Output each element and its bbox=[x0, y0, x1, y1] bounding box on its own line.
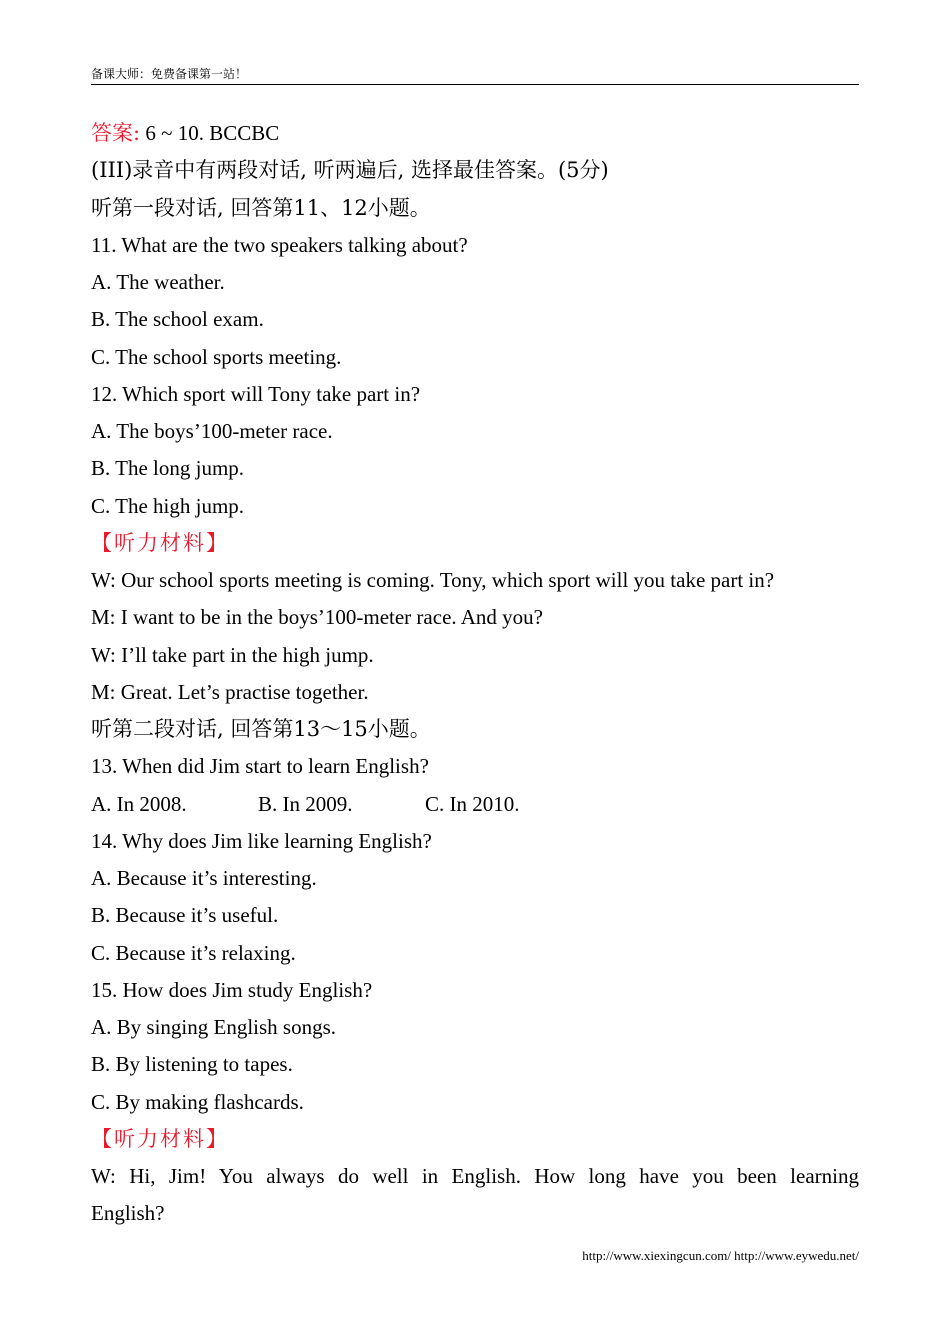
question-15-option-a: A. By singing English songs. bbox=[91, 1015, 337, 1039]
question-14-option-a: A. Because it’s interesting. bbox=[91, 866, 317, 890]
question-15-option-b: B. By listening to tapes. bbox=[91, 1052, 293, 1077]
question-14-option-c: C. Because it’s relaxing. bbox=[91, 940, 296, 965]
question-13-option-a: A. In 2008. bbox=[91, 791, 187, 816]
transcript2-line1: W: Hi, Jim! You always do well in English. How long have you been learning bbox=[91, 1164, 859, 1188]
question-11-option-a: A. The weather. bbox=[91, 270, 225, 294]
question-15-option-c: C. By making flashcards. bbox=[91, 1089, 304, 1114]
answer-line bbox=[91, 115, 859, 152]
material-label-2: 【听力材料】 bbox=[91, 1126, 229, 1151]
answer-label: 答案: bbox=[91, 121, 141, 145]
question-13-options bbox=[91, 786, 859, 823]
header-text: 备课大师：免费备课第一站！ bbox=[91, 67, 248, 81]
material-label-1: 【听力材料】 bbox=[91, 530, 229, 555]
answer-text: 6 ~ 10. BCCBC bbox=[140, 121, 280, 145]
question-13-option-b: B. In 2009. bbox=[258, 791, 353, 816]
question-11-option-c: C. The school sports meeting. bbox=[91, 344, 342, 369]
question-12-option-a: A. The boys’100-meter race. bbox=[91, 419, 333, 443]
transcript1-line: M: Great. Let’s practise together. bbox=[91, 679, 369, 704]
document-body bbox=[91, 115, 859, 1233]
question-14-option-b: B. Because it’s useful. bbox=[91, 903, 279, 928]
transcript1-line: W: I’ll take part in the high jump. bbox=[91, 642, 374, 667]
question-11-option-b: B. The school exam. bbox=[91, 307, 264, 332]
question-12-option-b: B. The long jump. bbox=[91, 456, 245, 481]
dialog2-intro: 听第二段对话, 回答第13～15小题。 bbox=[91, 717, 431, 741]
question-15-stem: 15. How does Jim study English? bbox=[91, 977, 373, 1002]
question-12-option-c: C. The high jump. bbox=[91, 493, 245, 518]
question-14-stem: 14. Why does Jim like learning English? bbox=[91, 828, 432, 853]
section-title: (III)录音中有两段对话, 听两遍后, 选择最佳答案。(5分) bbox=[91, 158, 609, 183]
transcript2-line1-continued: English? bbox=[91, 1201, 165, 1226]
page-footer bbox=[582, 1247, 859, 1265]
dialog1-intro: 听第一段对话, 回答第11、12小题。 bbox=[91, 195, 431, 220]
footer-links: http://www.xiexingcun.com/ http://www.eywedu.net/ bbox=[582, 1248, 859, 1263]
page-header bbox=[91, 66, 859, 85]
question-13-stem: 13. When did Jim start to learn English? bbox=[91, 754, 429, 779]
transcript1-line: W: Our school sports meeting is coming. Tony, which sport will you take part in? bbox=[91, 568, 775, 592]
transcript1-line: M: I want to be in the boys’100-meter race. And you? bbox=[91, 605, 543, 630]
question-13-option-c: C. In 2010. bbox=[425, 791, 520, 816]
question-12-stem: 12. Which sport will Tony take part in? bbox=[91, 381, 421, 406]
question-11-stem: 11. What are the two speakers talking about? bbox=[91, 232, 468, 257]
